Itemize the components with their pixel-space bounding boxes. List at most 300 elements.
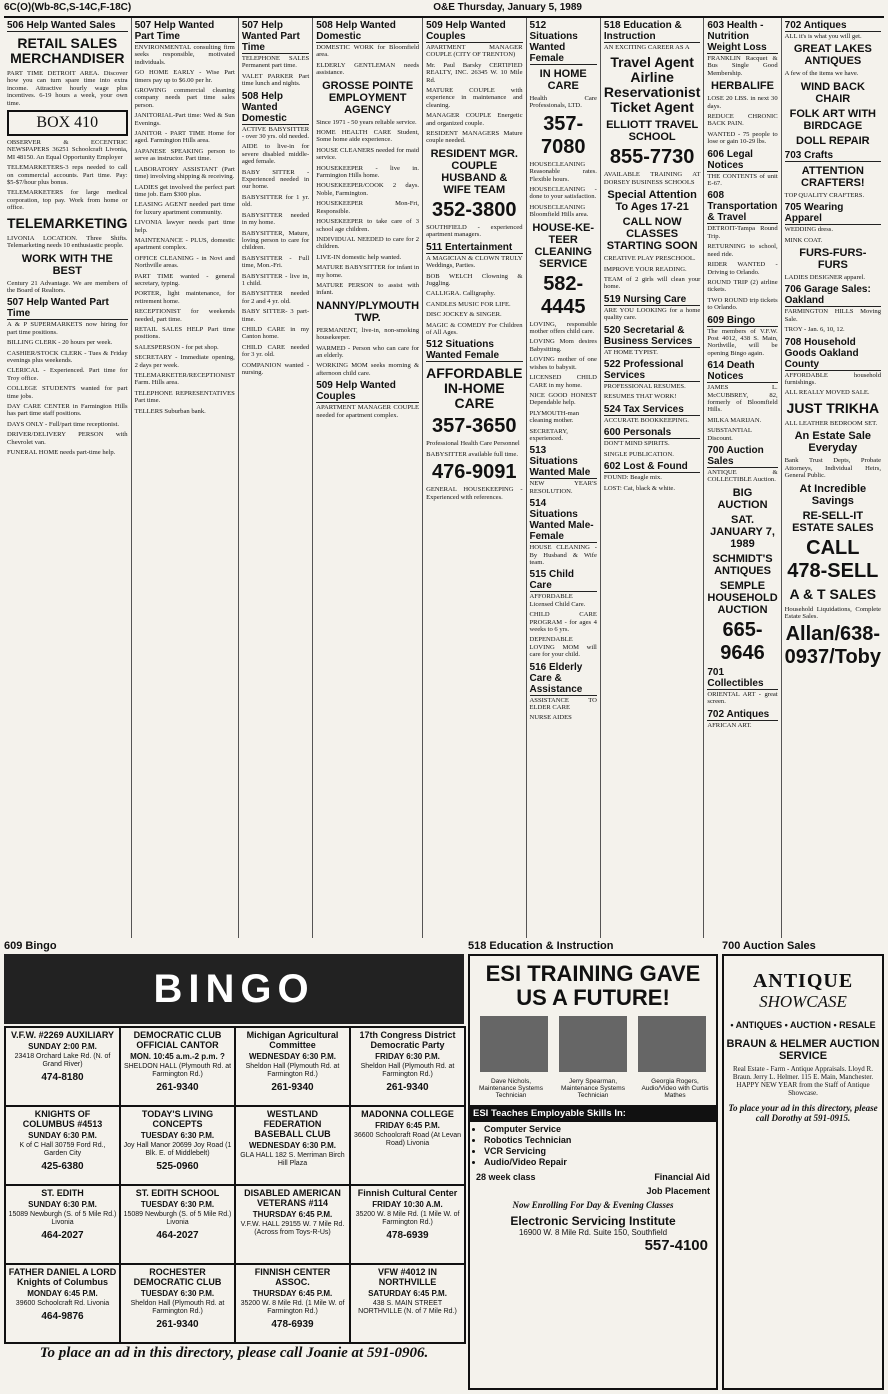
classified-ad: ROUND TRIP (2) airline tickets. — [707, 278, 778, 294]
classified-ad: MANAGER COUPLE Energetic and organized couple. — [426, 112, 523, 127]
bingo-location: SHELDON HALL (Plymouth Rd. at Farmington Rd.) — [123, 1063, 232, 1078]
bingo-time: THURSDAY 6:45 P.M. — [252, 1289, 333, 1298]
bingo-time: WEDNESDAY 6:30 P.M. — [249, 1052, 336, 1061]
classified-ad: BILLING CLERK - 20 hours per week. — [7, 339, 113, 347]
classified-ad: AN EXCITING CAREER AS A — [603, 44, 690, 51]
classified-ad: OFFICE CLEANING - in Novi and Northville areas. — [134, 254, 235, 270]
classified-ad: SECRETARY, experienced. — [529, 427, 568, 442]
bingo-location: 35200 W. 8 Mile Rd. (1 Mile W. of Farmington Rd.) — [240, 1300, 345, 1315]
classified-ad: MINK COAT. — [784, 236, 823, 244]
classified-ad: CREATIVE PLAY PRESCHOOL. — [603, 255, 696, 263]
esi-photo-captions — [470, 1078, 716, 1099]
classified-ad: AVAILABLE TRAINING AT DORSEY BUSINESS SCHOOLS — [603, 171, 701, 186]
classified-ad: RE-SELL-IT ESTATE SALES — [792, 509, 874, 534]
classified-ad: HOME HEALTH CARE Student, Some home aide experience. — [316, 129, 420, 144]
classified-ad: GROWING commercial cleaning company needs part time sales person. — [134, 87, 235, 109]
classified-ad: APARTMENT MANAGER COUPLE needed for apartment complex. — [316, 404, 420, 419]
classified-ad: SUBSTANTIAL Discount. — [707, 427, 752, 442]
classified-ad: HOUSE CLEANING - By Husband & Wife team. — [529, 544, 597, 566]
esi-skills-heading: ESI Teaches Employable Skills In: — [470, 1105, 716, 1122]
classified-ad: FOUND: Beagle mix. — [603, 474, 662, 482]
classified-column — [782, 18, 884, 938]
classified-ad: RECEPTIONIST for weekends needed, part time. — [134, 308, 235, 323]
classified-ad: CHILD CARE needed for 3 yr. old. — [241, 343, 310, 359]
classification-heading: 702 Antiques — [707, 709, 777, 721]
bingo-time: TUESDAY 6:30 P.M. — [140, 1289, 215, 1298]
classified-ad: LEASING AGENT needed part time for luxury apartment community. — [134, 201, 235, 216]
bingo-host: 17th Congress District Democratic Party — [359, 1030, 456, 1050]
classified-ad: Mr. Paul Barsky CERTIFIED REALTY, INC. 26345 W. 10 Mile Rd. — [426, 61, 523, 84]
classification-heading: 508 Help Wanted Domestic — [316, 20, 419, 43]
classified-ad: Health Care Professionals, LTD. — [529, 95, 597, 110]
classified-ad: A few of the items we have. — [784, 70, 859, 78]
classified-ad: At Incredible Savings — [799, 482, 867, 507]
classified-ad: HOUSECLEANING Bloomfield Hills area. — [529, 203, 589, 219]
bingo-host: KNIGHTS OF COLUMBUS #4513 — [22, 1109, 103, 1129]
classified-ad: RETAIL SALES HELP Part time positions. — [134, 326, 235, 341]
classified-ad: PERMANENT, live-in, non-smoking housekeeper. — [316, 326, 420, 342]
classification-heading: 614 Death Notices — [707, 360, 777, 383]
bingo-location: 39600 Schoolcraft Rd. Livonia — [15, 1300, 110, 1307]
bingo-phone: 464-2027 — [41, 1230, 84, 1241]
classified-ad: AFFORDABLE IN-HOME CARE — [426, 365, 523, 412]
classified-ad: BABYSITTER - Full time, Mon.-Fri. — [241, 254, 310, 270]
bingo-listing — [350, 1185, 465, 1264]
skill-item: • Computer Service — [484, 1124, 716, 1135]
antique-logo: ANTIQUE — [752, 970, 854, 992]
classification-heading: 705 Wearing Apparel — [785, 202, 881, 225]
classified-ad: Bank Trust Depts, Probate Attorneys, Individual Heirs, General Public. — [784, 457, 881, 480]
classified-ad: WANTED - 75 people to lose or gain 10-29 lbs. — [707, 130, 778, 146]
classified-ad: BABYSITTER for 1 yr. old. — [241, 193, 310, 209]
classified-ad: MATURE PERSON to assist with infant. — [316, 281, 420, 297]
classified-ad: 665-9646 — [720, 618, 765, 664]
classified-ad: A & P SUPERMARKETS now hiring for part time positions. — [7, 321, 128, 336]
classified-ad: CASHIER/STOCK CLERK - Tues & Friday evenings plus weekends. — [7, 349, 128, 364]
classification-heading: 508 Help Wanted Domestic — [242, 91, 309, 125]
classified-ad: TELEPHONE REPRESENTATIVES Part time. — [134, 389, 235, 405]
skill-item: • Audio/Video Repair — [484, 1157, 716, 1168]
classified-ad: GROSSE POINTE EMPLOYMENT AGENCY — [322, 79, 414, 116]
classified-ad: SECRETARY - Immediate opening, 2 days per week. — [134, 354, 235, 369]
classified-ad: LOST: Cat, black & white. — [603, 484, 675, 492]
classified-ad: Since 1971 - 50 years reliable service. — [316, 118, 417, 126]
bingo-time: TUESDAY 6:30 P.M. — [140, 1131, 215, 1140]
classified-ad: TELEMARKETING — [7, 214, 128, 231]
classified-ad: A & T SALES — [789, 585, 877, 602]
classified-ad: CHILD CARE PROGRAM - for ages 4 weeks to 6 yrs. — [529, 611, 597, 633]
classified-ad: DAYS ONLY - Full/part time receptionist. — [7, 420, 120, 428]
esi-placement-row — [470, 1186, 716, 1200]
classified-ad: INDIVIDUAL NEEDED to care for 2 children. — [316, 235, 420, 251]
classified-ad: FARMINGTON HILLS Moving Sale. — [784, 308, 881, 323]
classified-ad: LIVE-IN domestic help wanted. — [316, 253, 402, 261]
classified-column — [313, 18, 423, 938]
bingo-listing — [350, 1027, 465, 1106]
bingo-time: TUESDAY 6:30 P.M. — [140, 1200, 215, 1209]
classification-heading: 513 Situations Wanted Male — [530, 445, 597, 479]
classified-ad: SALESPERSON - for pet shop. — [134, 343, 219, 351]
classified-ad: ALL LEATHER BEDROOM SET. — [784, 419, 878, 427]
classified-ad: SOUTHFIELD - experienced apartment managers. — [426, 223, 523, 239]
classified-ad: LOVING mother of one wishes to babysit. — [529, 356, 597, 371]
skill-item: • VCR Servicing — [484, 1146, 716, 1157]
bingo-host: TODAY'S LIVING CONCEPTS — [141, 1109, 214, 1129]
classification-heading: 509 Help Wanted Couples — [316, 380, 419, 403]
caption-3: Georgia Rogers, Audio/Video with Curtis Mathes — [641, 1078, 709, 1099]
bingo-location: 438 S. MAIN STREET NORTHVILLE (N. of 7 Mile Rd.) — [358, 1300, 457, 1315]
bingo-listing — [235, 1106, 350, 1185]
classified-ad: BABYSITTER - live in, 1 child. — [241, 272, 310, 287]
classified-ad: DRIVER/DELIVERY PERSON with Chevrolet van. — [7, 431, 128, 446]
page-edition-code: 6C(O)(Wb-8C,S-14C,F-18C) — [4, 2, 132, 13]
classified-ad: SAT. JANUARY 7, 1989 — [710, 513, 775, 550]
classified-ad: HOUSEKEEPER to take care of 3 school age children. — [316, 218, 420, 233]
classified-ad: NICE GOOD HONEST Dependable help. — [529, 391, 597, 407]
classified-ad: WEDDING dress. — [784, 226, 833, 234]
bingo-phone: 261-9340 — [271, 1082, 314, 1093]
classified-ad: Household Liquidations, Complete Estate Sales. — [784, 605, 881, 620]
classified-ad: WORKING MOM seeks morning & afternoon child care. — [316, 362, 420, 377]
classified-ad: HOUSECLEANING Reasonable rates. Flexible hours. — [529, 160, 597, 183]
bingo-phone: 478-6939 — [271, 1319, 314, 1330]
classified-ad: TEAM of 2 girls will clean your home. — [603, 276, 701, 291]
bingo-location: 23418 Orchard Lake Rd. (N. of Grand River) — [14, 1053, 111, 1068]
bingo-time: MON. 10:45 a.m.-2 p.m. ? — [130, 1052, 225, 1061]
classified-ad: SEMPLE HOUSEHOLD AUCTION — [707, 579, 778, 616]
classified-ad: JUST TRIKHA — [786, 399, 880, 416]
classification-heading: 522 Professional Services — [604, 359, 700, 382]
classification-heading: 512 Situations Wanted Female — [530, 20, 597, 65]
bingo-phone: 261-9340 — [386, 1082, 429, 1093]
bingo-host: FATHER DANIEL A LORD Knights of Columbus — [8, 1267, 117, 1287]
bingo-time: SUNDAY 6:30 P.M. — [28, 1131, 97, 1140]
classification-heading: 608 Transportation & Travel — [707, 190, 778, 224]
classification-heading: 514 Situations Wanted Male-Female — [530, 498, 597, 543]
classification-heading: 706 Garage Sales: Oakland — [785, 284, 881, 307]
classified-ad: MATURE BABYSITTER for infant in my home. — [316, 264, 420, 279]
classified-ad: BOX 410 — [7, 110, 128, 136]
bingo-host: V.F.W. #2269 AUXILIARY — [10, 1030, 115, 1040]
bingo-time: MONDAY 6:45 P.M. — [27, 1289, 98, 1298]
bingo-listing — [120, 1185, 235, 1264]
classified-ad: TELEMARKETERS-3 reps needed to call on commercial accounts. Part time. Pay: $5-$7/hour plus bonus. — [7, 164, 128, 187]
bingo-location: V.F.W. HALL 29155 W. 7 Mile Rd. (Across from Toys-R-Us) — [240, 1221, 345, 1236]
classified-ad: HOUSE-KE-TEER CLEANING SERVICE — [532, 221, 595, 270]
classified-ad: CALL 478-SELL — [787, 536, 879, 582]
classified-ad: BABYSITTER needed for 2 and 4 yr. old. — [241, 290, 310, 305]
classification-heading: 701 Collectibles — [707, 667, 777, 690]
bingo-phone: 464-2027 — [156, 1230, 199, 1241]
classified-ad: 855-7730 — [609, 146, 695, 169]
classified-ad: WORK WITH THE BEST — [21, 252, 113, 277]
bingo-phone: 261-9340 — [156, 1319, 199, 1330]
bingo-time: FRIDAY 6:30 P.M. — [375, 1052, 440, 1061]
job-placement: Job Placement — [646, 1186, 710, 1196]
classification-heading: 602 Lost & Found — [604, 461, 700, 473]
classified-ad: BABY SITTER - Experienced needed in our home. — [241, 168, 310, 191]
classified-column — [601, 18, 704, 938]
bingo-phone: 261-9340 — [156, 1082, 199, 1093]
bingo-listing — [350, 1106, 465, 1185]
classified-ad: ELLIOTT TRAVEL SCHOOL — [606, 119, 699, 144]
classified-ad: AFFORDABLE household furnishings. — [784, 371, 881, 387]
classified-ad: RETURNING to school, need ride. — [707, 243, 778, 258]
bingo-listing — [5, 1027, 120, 1106]
bingo-location: 35200 W. 8 Mile Rd. (1 Mile W. of Farmington Rd.) — [355, 1211, 460, 1226]
classified-ad: RIDER WANTED - Driving to Orlando. — [707, 261, 778, 276]
classification-heading: 507 Help Wanted Part Time — [242, 20, 309, 54]
classified-ad: RESIDENT MANAGERS Mature couple needed. — [426, 130, 523, 145]
caption-2: Jerry Spearman, Maintenance Systems Technician — [561, 1078, 625, 1099]
classified-ad: SINGLE PUBLICATION. — [603, 450, 674, 458]
esi-photos — [474, 1016, 712, 1072]
classified-ad: LADIES DESIGNER apparel. — [784, 274, 866, 282]
classified-ad: TELEPHONE SALES Permanent part time. — [241, 55, 310, 70]
bingo-time: THURSDAY 6:45 P.M. — [252, 1210, 333, 1219]
bingo-host: VFW #4012 IN NORTHVILLE — [377, 1267, 438, 1287]
classified-ad: CALLIGRA. Calligraphy. — [426, 290, 496, 298]
bingo-listing — [5, 1264, 120, 1343]
showcase-logo: SHOWCASE — [759, 992, 847, 1011]
classified-column — [527, 18, 601, 938]
classified-ad: LADIES get involved the perfect part time job. Earn $300 plus. — [134, 183, 235, 198]
classification-heading: 511 Entertainment — [426, 242, 522, 254]
esi-institute-name: Electronic Servicing Institute — [510, 1214, 676, 1228]
financial-aid: Financial Aid — [654, 1172, 710, 1182]
bingo-host: ST. EDITH — [41, 1188, 84, 1198]
classified-ad: FURS-FURS-FURS — [799, 247, 867, 272]
bingo-time: FRIDAY 10:30 A.M. — [372, 1200, 443, 1209]
classified-ad: COLLEGE STUDENTS wanted for part time jobs. — [7, 385, 128, 400]
bingo-listing — [5, 1185, 120, 1264]
classified-ad: HOUSEKEEPER - live in. Farmington Hills home. — [316, 164, 420, 180]
classification-heading: 516 Elderly Care & Assistance — [530, 662, 597, 696]
classified-ad: A MAGICIAN & CLOWN TRULY Weddings, Parties. — [426, 254, 523, 270]
auction-company: BRAUN & HELMER AUCTION SERVICE — [726, 1038, 880, 1062]
classification-heading: 519 Nursing Care — [604, 294, 700, 306]
bingo-listing — [120, 1264, 235, 1343]
classified-ad: TELEMARKETER/RECEPTIONIST Farm. Hills area. — [134, 372, 235, 387]
classified-ad: TELEMARKETERS for large medical corporation, top pay. Work from home or office. — [7, 189, 128, 212]
classified-ad: Allan/638-0937/Toby — [784, 623, 881, 669]
esi-course-row — [470, 1168, 716, 1186]
esi-enrolling: Now Enrolling For Day & Evening Classes — [512, 1200, 674, 1210]
classified-ad: 476-9091 — [432, 461, 517, 484]
skill-item: • Robotics Technician — [484, 1135, 716, 1146]
classified-ad: BABYSITTER, Mature, loving person to care for children. — [241, 229, 310, 252]
classification-heading: 507 Help Wanted Part Time — [7, 297, 128, 320]
classified-ad: FRANKLIN Racquet & Bus Single Good Membership. — [707, 55, 778, 77]
bingo-location: 15089 Newburgh (S. of 5 Mile Rd.) Livonia — [123, 1211, 232, 1226]
classified-ad: ANTIQUE & COLLECTIBLE Auction. — [707, 469, 778, 484]
classified-ad: JANITOR - PART TIME Home for aged. Farmington Hills area. — [134, 130, 235, 145]
classified-ad: DETROIT-Tampa Round Trip. — [707, 225, 778, 240]
classified-ad: Special Attention To Ages 17-21 — [607, 189, 697, 214]
classified-column — [4, 18, 132, 938]
graduate-photo-3 — [638, 1016, 706, 1072]
bingo-phone: 525-0960 — [156, 1161, 199, 1172]
classified-ad: GO HOME EARLY - Wise Part timers pay up to $6.00 per hr. — [134, 69, 235, 84]
classified-ad: JAMES L. McCUBBREY, 82, formerly of Bloomfield Hills. — [707, 384, 778, 414]
classified-column — [239, 18, 313, 938]
classified-ad: PART TIME DETROIT AREA. Discover how you can turn spare time into extra income. Attractive hourly wage plus incentives. 6-19 hours a week, your own time. — [7, 70, 128, 107]
classification-heading: 524 Tax Services — [604, 404, 700, 416]
classified-ad: OBSERVER & ECCENTRIC NEWSPAPERS 36251 Schoolcraft Livonia, MI 48150. An Equal Opportunity Employer — [7, 139, 128, 161]
classified-ad: ALL it's is what you will get. — [784, 33, 862, 40]
bingo-phone: 425-6380 — [41, 1161, 84, 1172]
classified-ad: THE CONTENTS of unit E-67. — [707, 172, 778, 188]
bingo-listing — [235, 1027, 350, 1106]
classified-ad: CANDLES MUSIC FOR LIFE. — [426, 300, 511, 308]
classified-columns — [4, 18, 884, 938]
classification-heading: 507 Help Wanted Part Time — [135, 20, 235, 43]
classified-ad: COMPANION wanted - nursing. — [241, 361, 310, 376]
classified-ad: ARE YOU LOOKING for a home quality care. — [603, 306, 701, 322]
bingo-host: DISABLED AMERICAN VETERANS #114 — [244, 1188, 341, 1208]
classified-ad: DOMESTIC WORK for Bloomfield area. — [316, 44, 420, 59]
classified-ad: ORIENTAL ART - great screen. — [707, 690, 778, 706]
bingo-host: Finnish Cultural Center — [357, 1188, 458, 1198]
classified-ad: GENERAL HOUSEKEEPING - Experienced with references. — [426, 486, 523, 501]
classified-ad: TELLERS Suburban bank. — [134, 407, 206, 415]
esi-training-ad — [468, 954, 718, 1390]
bingo-phone: 464-9876 — [41, 1311, 84, 1322]
classified-ad: ENVIRONMENTAL consulting firm seeks responsible, motivated individuals. — [134, 44, 235, 66]
classified-ad: LIVONIA LOCATION. Three Shifts. Telemarketing needs 10 enthusiastic people. — [7, 234, 128, 250]
classified-ad: PLYMOUTH-man cleaning mother. — [529, 409, 580, 425]
classification-heading: 518 Education & Instruction — [604, 20, 700, 43]
classification-heading: 609 Bingo — [707, 315, 777, 327]
classified-ad: DAY CARE CENTER in Farmington Hills has part time staff positions. — [7, 402, 128, 418]
classified-ad: IMPROVE YOUR READING. — [603, 265, 687, 273]
classified-ad: LABORATORY ASSISTANT (Part time) involving shipping & receiving. — [134, 165, 235, 181]
classified-ad: CALL NOW CLASSES STARTING SOON — [606, 216, 698, 253]
classified-ad: LOVING, responsible mother offers child care. — [529, 320, 597, 336]
classified-ad: BABYSITTER needed in my home. — [241, 211, 310, 227]
bingo-listing — [5, 1106, 120, 1185]
classified-ad: An Estate Sale Everyday — [794, 430, 872, 455]
classified-ad: DON'T MIND SPIRITS. — [603, 440, 670, 448]
classified-ad: BABY SITTER- 3 part-time. — [241, 308, 310, 323]
classified-ad: 357-3650 — [432, 415, 517, 438]
classified-ad: PROFESSIONAL RESUMES. — [603, 383, 686, 391]
classified-ad: MILKA MARIJAN. — [707, 416, 762, 424]
classified-ad: DISC JOCKEY & SINGER. — [426, 311, 502, 319]
classified-ad: Professional Health Care Personnel — [426, 440, 520, 448]
bingo-host: FINNISH CENTER ASSOC. — [254, 1267, 331, 1287]
classified-ad: MAINTENANCE - PLUS, domestic apartment complex. — [134, 236, 235, 252]
classified-ad: APARTMENT MANAGER COUPLE (CITY OF TRENTON) — [426, 44, 523, 59]
classified-ad: BIG AUCTION — [717, 486, 768, 511]
classification-heading: 509 Help Wanted Couples — [426, 20, 522, 43]
bingo-location: Sheldon Hall (Plymouth Rd. at Farmington Rd.) — [130, 1300, 225, 1315]
classified-ad: 352-3800 — [432, 198, 517, 221]
course-length: 28 week class — [476, 1172, 536, 1182]
bingo-location: Sheldon Hall (Plymouth Rd. at Farmington Rd.) — [360, 1063, 455, 1078]
bingo-time: WEDNESDAY 6:30 P.M. — [249, 1141, 336, 1150]
classified-column — [704, 18, 781, 938]
classified-ad: FUNERAL HOME needs part-time help. — [7, 449, 116, 456]
esi-address: 16900 W. 8 Mile Rd. Suite 150, Southfield — [518, 1228, 668, 1237]
classified-ad: RESUMES THAT WORK! — [603, 393, 677, 401]
classified-ad: DEPENDABLE LOVING MOM will care for your child. — [529, 636, 597, 659]
classified-ad: The members of V.F.W. Post 4012, 438 S. Main, Northville, will be opening Bingo again. — [707, 327, 778, 357]
classification-heading: 702 Antiques — [785, 20, 881, 32]
classified-ad: TWO ROUND trip tickets to Orlando. — [707, 296, 778, 312]
classified-ad: Century 21 Advantage. We are members of the Board of Realtors. — [7, 279, 128, 294]
classified-ad: JANITORIAL-Part time: Wed & Sun Evenings. — [134, 112, 235, 127]
bingo-time: SUNDAY 2:00 P.M. — [28, 1042, 97, 1051]
classified-ad: WARMED - Person who can care for an elderly. — [316, 344, 420, 359]
classification-heading: 700 Auction Sales — [707, 445, 777, 468]
classification-heading: 512 Situations Wanted Female — [426, 339, 522, 362]
caption-1: Dave Nichols, Maintenance Systems Technician — [479, 1078, 543, 1099]
bingo-time: SATURDAY 6:45 P.M. — [368, 1289, 447, 1298]
classified-ad: MATURE COUPLE with experience in maintenance and cleaning. — [426, 87, 523, 109]
graduate-photo-1 — [480, 1016, 548, 1072]
classified-ad: PORTER, light maintenance, for retirement home. — [134, 290, 235, 305]
classification-heading: 606 Legal Notices — [707, 149, 777, 172]
classified-ad: ELDERLY GENTLEMAN needs assistance. — [316, 61, 420, 77]
bingo-phone: 474-8180 — [41, 1072, 84, 1083]
antique-showcase-ad — [722, 954, 884, 1390]
classified-ad: FOLK ART WITH BIRDCAGE — [789, 107, 876, 132]
bingo-location: K of C Hall 30759 Ford Rd., Garden City — [19, 1142, 106, 1157]
page-header — [4, 2, 884, 18]
classified-ad: HOUSE CLEANERS needed for maid service. — [316, 146, 420, 162]
classified-ad: GREAT LAKES ANTIQUES — [793, 43, 872, 68]
esi-headline: ESI TRAINING GAVE US A FUTURE! — [485, 961, 701, 1010]
classified-ad: RETAIL SALES MERCHANDISER — [10, 35, 125, 66]
classification-heading: 520 Secretarial & Business Services — [604, 325, 700, 348]
bingo-directory-grid — [4, 1026, 466, 1344]
auction-details: Real Estate - Farm - Antique Appraisals. Lloyd R. Braun. Jerry L. Helmer. 115 E. Main, Manchester. HAPPY NEW YEAR from the Staff of Antique Showcase. — [732, 1065, 874, 1097]
classified-ad: NANNY/PLYMOUTH TWP. — [316, 299, 420, 324]
bingo-banner: BINGO — [4, 954, 464, 1024]
classified-ad: SCHMIDT'S ANTIQUES — [712, 552, 773, 577]
classified-ad: LOSE 20 LBS. in next 30 days. — [707, 95, 778, 110]
classified-ad: DOLL REPAIR — [796, 134, 870, 147]
classified-ad: AFRICAN ART. — [707, 721, 752, 729]
classified-ad: TOP QUALITY CRAFTERS. — [784, 191, 865, 199]
classified-ad: 582-4445 — [540, 272, 586, 318]
bingo-host: MADONNA COLLEGE — [361, 1109, 454, 1119]
bingo-host: WESTLAND FEDERATION BASEBALL CLUB — [254, 1109, 331, 1139]
bingo-listing — [120, 1106, 235, 1185]
bingo-time: SUNDAY 6:30 P.M. — [28, 1200, 97, 1209]
classified-column — [423, 18, 526, 938]
bingo-host: DEMOCRATIC CLUB OFFICIAL CANTOR — [133, 1030, 222, 1050]
bingo-host: ST. EDITH SCHOOL — [135, 1188, 220, 1198]
classified-ad: HOUSECLEANING - done to your satisfaction. — [529, 186, 597, 201]
classification-heading: 506 Help Wanted Sales — [7, 20, 128, 32]
classified-ad: RESIDENT MGR. COUPLE HUSBAND & WIFE TEAM — [430, 147, 518, 196]
classified-ad: CHILD CARE in my Canton home. — [241, 325, 310, 341]
classification-heading: 515 Child Care — [530, 569, 597, 592]
classified-ad: HOUSEKEEPER/COOK 2 days. Noble, Farmington. — [316, 182, 420, 197]
classified-ad: PART TIME wanted - general secretary, typing. — [134, 272, 235, 287]
classified-ad: LOVING Mom desires Babysitting. — [529, 338, 597, 353]
classified-ad: MAGIC & COMEDY For Children of All Ages. — [426, 321, 523, 336]
classified-ad: LIVONIA lawyer needs part time help. — [134, 219, 235, 234]
classified-ad: Travel Agent Airline Reservationist Ticket Agent — [603, 54, 701, 116]
classified-ad: JAPANESE SPEAKING person to serve as instructor. Part time. — [134, 147, 235, 163]
bingo-time: FRIDAY 6:45 P.M. — [375, 1121, 440, 1130]
bingo-section-title: 609 Bingo — [4, 940, 57, 952]
classified-ad: NURSE AIDES — [529, 714, 572, 722]
classified-ad: LICENSED CHILD CARE in my home. — [529, 374, 597, 389]
